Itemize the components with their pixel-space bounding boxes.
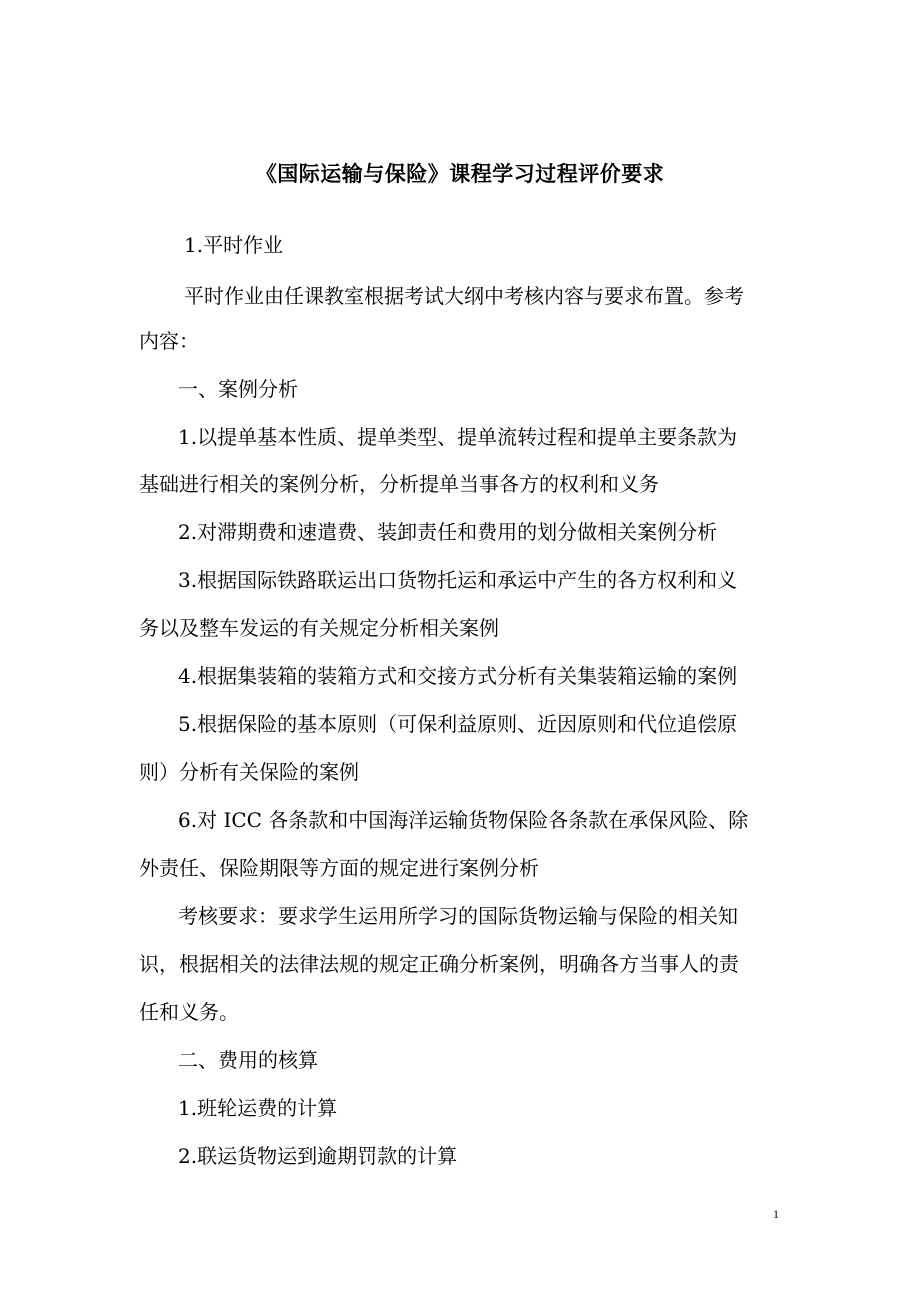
list-item-line: 6.对 ICC 各条款和中国海洋运输货物保险各条款在承保风险、除	[178, 808, 749, 832]
list-item-line: 4.根据集装箱的装箱方式和交接方式分析有关集装箱运输的案例	[178, 664, 738, 688]
list-item-line: 外责任、保险期限等方面的规定进行案例分析	[139, 856, 539, 880]
list-item-line: 则）分析有关保险的案例	[139, 760, 359, 784]
requirements-paragraph-line: 任和义务。	[139, 1000, 239, 1024]
paragraph-line: 平时作业由任课教室根据考试大纲中考核内容与要求布置。参考	[184, 284, 744, 308]
requirements-paragraph-line: 考核要求：要求学生运用所学习的国际货物运输与保险的相关知	[178, 904, 738, 928]
list-item-line: 务以及整车发运的有关规定分析相关案例	[139, 616, 499, 640]
list-item-line: 5.根据保险的基本原则（可保利益原则、近因原则和代位追偿原	[178, 712, 738, 736]
section-heading-homework: 1.平时作业	[184, 233, 284, 257]
list-item-line: 1.班轮运费的计算	[178, 1096, 338, 1120]
list-item-line: 3.根据国际铁路联运出口货物托运和承运中产生的各方权利和义	[178, 568, 738, 592]
section-heading-cost-accounting: 二、费用的核算	[178, 1048, 318, 1072]
paragraph-line: 内容：	[139, 329, 199, 353]
page-number: 1	[773, 1207, 779, 1221]
document-title: 《国际运输与保险》课程学习过程评价要求	[255, 161, 665, 186]
requirements-paragraph-line: 识，根据相关的法律法规的规定正确分析案例，明确各方当事人的责	[139, 952, 739, 976]
list-item-line: 基础进行相关的案例分析，分析提单当事各方的权利和义务	[139, 472, 659, 496]
list-item-line: 2.联运货物运到逾期罚款的计算	[178, 1144, 458, 1168]
list-item-line: 2.对滞期费和速遣费、装卸责任和费用的划分做相关案例分析	[178, 520, 718, 544]
list-item-line: 1.以提单基本性质、提单类型、提单流转过程和提单主要条款为	[178, 425, 738, 449]
section-heading-case-analysis: 一、案例分析	[178, 377, 298, 401]
